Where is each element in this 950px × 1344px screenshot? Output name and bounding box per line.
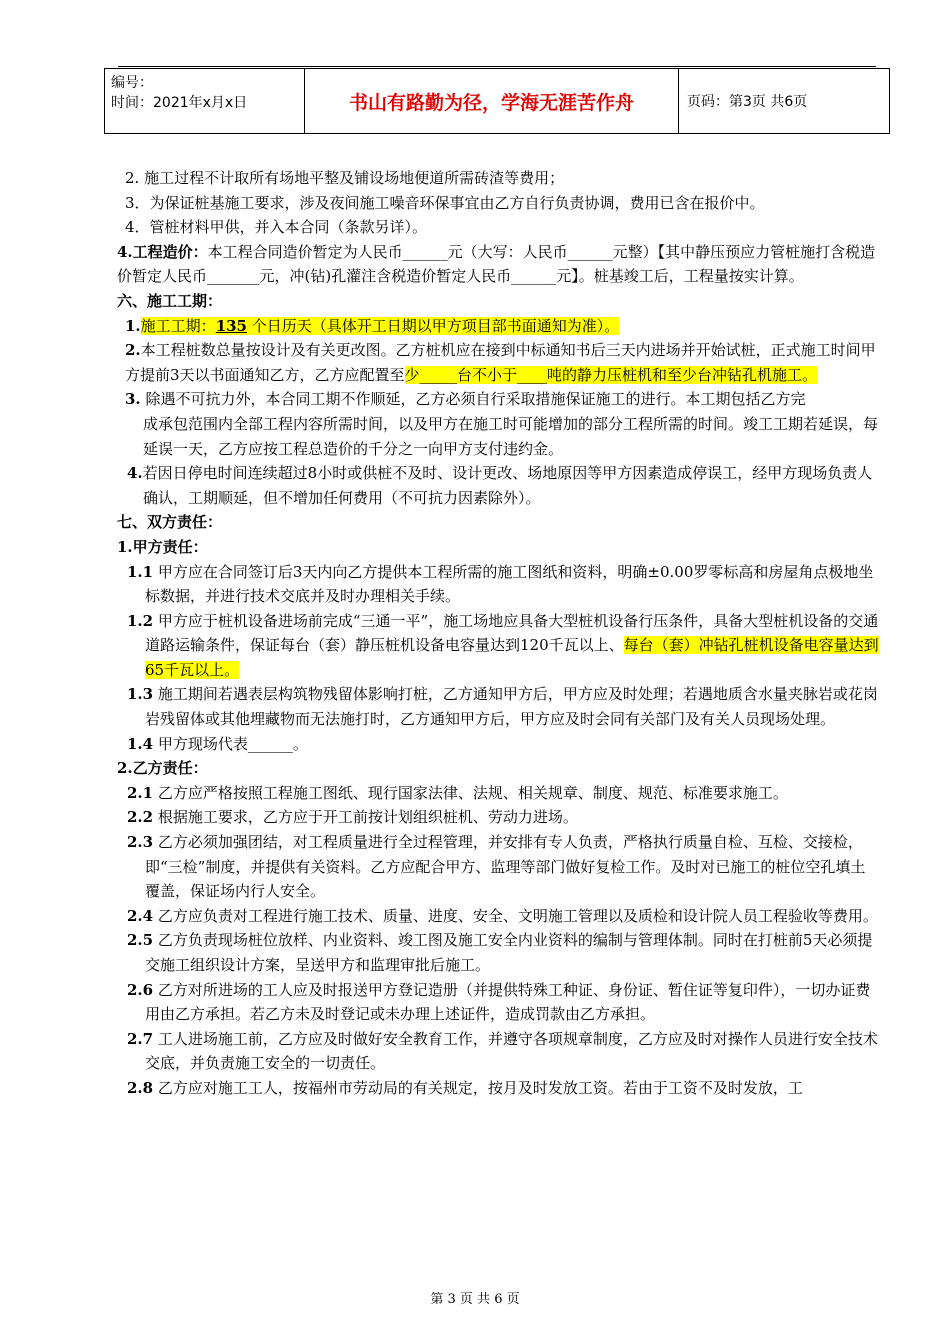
section-heading-responsibilities: 七、双方责任：: [117, 513, 223, 532]
clause-number: 2.2: [127, 808, 154, 827]
clause-2-8: [117, 1076, 879, 1101]
highlighted-text: [141, 317, 620, 335]
clause-number: 1.3: [127, 685, 154, 704]
serial-number-label: 编号：: [111, 75, 153, 91]
clause-number: 2.5: [127, 931, 154, 950]
date-label: 时间：2021年x月x日: [111, 95, 248, 111]
clause-heading: 4.工程造价：: [117, 242, 208, 261]
duration-days: 135: [215, 316, 247, 335]
header-meta-cell: [105, 69, 305, 133]
paragraph-piling-equipment: [117, 338, 879, 387]
clause-text: 乙方必须加强团结，对工程质量进行全过程管理，并安排有专人负责，严格执行质量自检、互检、交接检，即“三检”制度，并提供有关资料。乙方应配合甲方、监理等部门做好复检工作。及时对已施工的桩位空孔填土覆盖，保证场内行人安全。: [145, 833, 866, 901]
clause-text: 乙方负责现场桩位放样、内业资料、竣工图及施工安全内业资料的编制与管理体制。同时在打桩前5天必须提交施工组织设计方案，呈送甲方和监理审批后施工。: [145, 931, 873, 974]
clause-text: 乙方应严格按照工程施工图纸、现行国家法律、法规、相关规章、制度、规范、标准要求施工。: [153, 783, 788, 802]
clause-number: 2.7: [127, 1029, 154, 1048]
page-footer: 第 3 页 共 6 页: [430, 1292, 520, 1307]
clause-text: 本工程合同造价暂定为人民币______元（大写：人民币______元整）【其中静压预应力管桩施打含税造价暂定人民币_______元，冲(钻)孔灌注含税造价暂定人民币______元】。桩基竣工后，工程量按实计算。: [117, 242, 876, 286]
highlighted-text: 每台（套）冲钻孔桩机设备电容量达到65千瓦以上。: [145, 636, 879, 679]
clause-number: 1.2: [127, 611, 154, 630]
paragraph: 4．管桩材料甲供，并入本合同（条款另详）。: [125, 218, 428, 237]
clause-1-2: [117, 609, 879, 683]
clause-number: 2.: [125, 341, 141, 360]
clause-text: 根据施工要求，乙方应于开工前按计划组织桩机、劳动力进场。: [153, 808, 578, 827]
duration-label: 施工工期：: [140, 316, 216, 335]
clause-2-1: [117, 781, 879, 806]
clause-number: 4.: [127, 464, 143, 483]
clause-2-2: [117, 805, 879, 830]
clause-1-3: [117, 682, 879, 731]
clause-number: 2.1: [127, 783, 154, 802]
contract-body: [117, 166, 879, 1101]
clause-text: 甲方现场代表______。: [153, 734, 308, 753]
clause-2-7: [117, 1027, 879, 1076]
clause-text: 甲方应于桩机设备进场前完成“三通一平”，施工场地应具备大型桩机设备行压条件，具备大型桩机设备的交通道路运输条件，保证每台（套）静压桩机设备电容量达到120千瓦以上、: [145, 611, 879, 655]
clause-number: 3.: [125, 390, 141, 409]
clause-number: 2.3: [127, 833, 154, 852]
header-page-label: 页码：第3页 共6页: [687, 94, 808, 110]
paragraph-force-majeure: [117, 387, 879, 412]
clause-text: 乙方应对施工工人，按福州市劳动局的有关规定，按月及时发放工资。若由于工资不及时发放，工: [153, 1078, 803, 1097]
paragraph: 成承包范围内全部工程内容所需时间，以及甲方在施工时可能增加的部分工程所需的时间。竣工工期若延误，每延误一天，乙方应按工程总造价的千分之一向甲方支付违约金。: [143, 414, 879, 458]
paragraph: 3．为保证桩基施工要求，涉及夜间施工噪音环保事宜由乙方自行负责协调，费用已含在报价中。: [125, 193, 765, 212]
clause-2-3: [117, 830, 879, 904]
header-top-rule: [118, 66, 876, 67]
section-heading-schedule: 六、施工工期：: [117, 291, 223, 310]
highlighted-text: 少_____台不小于____吨的静力压桩机和至少台冲钻孔机施工。: [404, 365, 818, 384]
paragraph-contract-price: [117, 240, 879, 289]
paragraph-duration: [117, 314, 879, 339]
clause-2-4: [117, 904, 879, 929]
clause-text: 乙方对所进场的工人应及时报送甲方登记造册（并提供特殊工种证、身份证、暂住证等复印件），一切办证费用由乙方承担。若乙方未及时登记或未办理上述证件，造成罚款由乙方承担。: [145, 980, 871, 1024]
clause-number: 2.8: [127, 1078, 154, 1097]
clause-text: 甲方应在合同签订后3天内向乙方提供本工程所需的施工图纸和资料，明确±0.00罗零标高和房屋角点极地坐标数据，并进行技术交底并及时办理相关手续。: [145, 562, 874, 606]
clause-1-1: [117, 560, 879, 609]
paragraph-power-outage: [117, 461, 879, 510]
clause-text: 本工程桩数总量按设计及有关更改图。乙方桩机应在接到中标通知书后三天内进场并开始试桩，正式施工时间甲方提前3天以书面通知乙方，乙方应配置至: [125, 341, 876, 384]
clause-number: 1.1: [127, 562, 154, 581]
clause-number: 1.: [125, 316, 141, 335]
clause-text: 若因日停电时间连续超过8小时或供桩不及时、设计更改、场地原因等甲方因素造成停误工，经甲方现场负责人确认，工期顺延，但不增加任何费用（不可抗力因素除外）。: [142, 464, 873, 507]
clause-1-4: [117, 732, 879, 757]
clause-text: 乙方应负责对工程进行施工技术、质量、进度、安全、文明施工管理以及质检和设计院人员工程验收等费用。: [153, 906, 878, 925]
clause-number: 2.6: [127, 980, 154, 999]
header-motto: 书山有路勤为径，学海无涯苦作舟: [305, 69, 679, 133]
clause-text: 工人进场施工前，乙方应及时做好安全教育工作，并遵守各项规章制度，乙方应及时对操作人员进行安全技术交底，并负责施工安全的一切责任。: [145, 1029, 878, 1073]
clause-number: 1.4: [127, 734, 154, 753]
clause-text: 除遇不可抗力外，本合同工期不作顺延，乙方必须自行采取措施保证施工的进行。本工期包括乙方完: [140, 390, 806, 409]
duration-note: 个日历天（具体开工日期以甲方项目部书面通知为准）。: [247, 316, 620, 335]
subheading-party-b: 2.乙方责任：: [117, 759, 208, 778]
clause-text: 施工期间若遇表层构筑物残留体影响打桩，乙方通知甲方后，甲方应及时处理；若遇地质含水量夹脉岩或花岗岩残留体或其他埋藏物而无法施打时，乙方通知甲方后，甲方应及时会同有关部门及有关人员现场处理。: [145, 685, 878, 729]
clause-number: 2.4: [127, 906, 154, 925]
subheading-party-a: 1.甲方责任：: [117, 537, 208, 556]
paragraph: 2. 施工过程不计取所有场地平整及铺设场地便道所需砖渣等费用；: [125, 169, 565, 187]
clause-2-6: [117, 978, 879, 1027]
document-header-table: [104, 68, 890, 134]
clause-2-5: [117, 928, 879, 977]
